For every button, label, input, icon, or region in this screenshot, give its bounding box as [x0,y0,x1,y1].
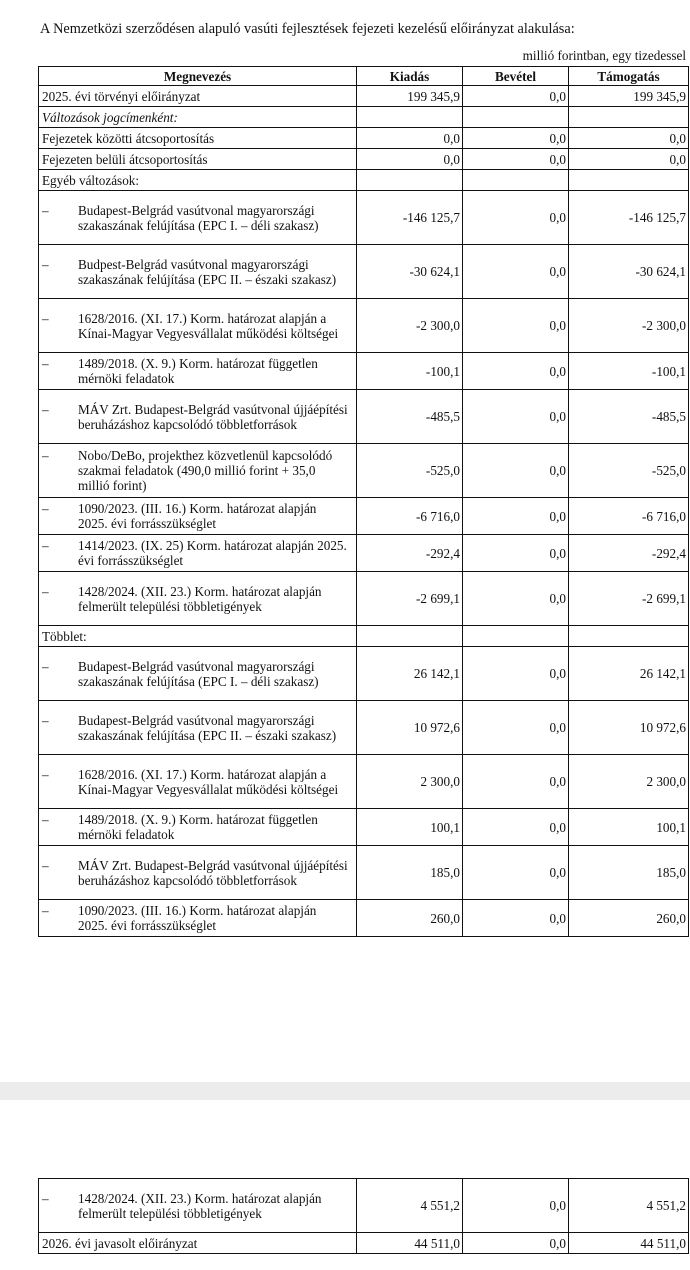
income-cell: 0,0 [463,755,569,809]
item-cell [39,353,357,390]
table-row [39,572,689,626]
section-heading-row [39,626,689,647]
income-cell: 0,0 [463,444,569,498]
table-row [39,647,689,701]
row-label: 2026. évi javasolt előirányzat [39,1233,357,1254]
row-label: Fejezeten belüli átcsoportosítás [39,149,357,170]
total-row [39,1233,689,1254]
item-label: 1090/2023. (III. 16.) Korm. határozat alapján 2025. évi forrásszükséglet [78,501,317,531]
expense-cell: -6 716,0 [357,498,463,535]
unit-note: millió forintban, egy tizedessel [522,48,686,63]
item-cell [39,245,357,299]
item-cell [39,1179,357,1233]
item-label: 1489/2018. (X. 9.) Korm. határozat független mérnöki feladatok [78,356,318,386]
table-row [39,900,689,937]
income-cell: 0,0 [463,390,569,444]
support-cell: 185,0 [569,846,689,900]
item-cell [39,444,357,498]
support-cell: -292,4 [569,535,689,572]
item-label: Budapest-Belgrád vasútvonal magyarországi szakaszának felújítása (EPC I. – déli szakasz) [78,202,319,233]
item-cell [39,390,357,444]
support-cell: 4 551,2 [569,1179,689,1233]
item-cell [39,498,357,535]
expense-cell: -30 624,1 [357,245,463,299]
header-support: Támogatás [569,67,689,86]
income-cell: 0,0 [463,701,569,755]
support-cell: -30 624,1 [569,245,689,299]
expense-cell: 185,0 [357,846,463,900]
item-cell [39,809,357,846]
document-title: A Nemzetközi szerződésen alapuló vasúti fejlesztések fejezeti kezelésű előirányzat alakulása: [40,21,575,37]
item-label: 1414/2023. (IX. 25) Korm. határozat alapján 2025. évi forrásszükséglet [78,538,347,568]
item-cell [39,755,357,809]
expense-cell: -146 125,7 [357,191,463,245]
expense-cell: 44 511,0 [357,1233,463,1254]
table-row [39,846,689,900]
item-label: Budpest-Belgrád vasútvonal magyarországi szakaszának felújítása (EPC II. – északi szakasz) [78,256,337,287]
item-label: 1628/2016. (XI. 17.) Korm. határozat alapján a Kínai-Magyar Vegyesvállalat működési költségei [78,310,339,341]
income-cell: 0,0 [463,1179,569,1233]
income-cell: 0,0 [463,86,569,107]
dash-marker: – [42,538,49,553]
expense-cell: -485,5 [357,390,463,444]
section-heading: Változások jogcímenként: [39,107,357,128]
expense-cell: 260,0 [357,900,463,937]
header-income: Bevétel [463,67,569,86]
expense-cell: 10 972,6 [357,701,463,755]
table-header-row [39,67,689,86]
expense-cell: -2 300,0 [357,299,463,353]
section-heading: Többlet: [39,626,357,647]
expense-cell: 100,1 [357,809,463,846]
item-label: 1428/2024. (XII. 23.) Korm. határozat alapján felmerült települési többletigények [78,583,322,614]
support-cell: -485,5 [569,390,689,444]
expense-cell: -525,0 [357,444,463,498]
dash-marker: – [42,356,49,371]
item-cell [39,299,357,353]
expense-cell: 26 142,1 [357,647,463,701]
item-cell [39,846,357,900]
base-row [39,86,689,107]
item-cell [39,535,357,572]
support-cell: 0,0 [569,149,689,170]
item-label: 1628/2016. (XI. 17.) Korm. határozat alapján a Kínai-Magyar Vegyesvállalat működési költségei [78,766,339,797]
support-cell: 26 142,1 [569,647,689,701]
appropriation-table [38,66,689,937]
item-label: Nobo/DeBo, projekthez közvetlenül kapcsolódó szakmai feladatok (490,0 millió forint + 35,0 millió forint) [78,448,333,493]
item-cell [39,701,357,755]
support-cell: 199 345,9 [569,86,689,107]
dash-marker: – [42,766,49,782]
item-cell [39,900,357,937]
expense-cell: -292,4 [357,535,463,572]
support-cell: 100,1 [569,809,689,846]
expense-cell: -2 699,1 [357,572,463,626]
income-cell: 0,0 [463,535,569,572]
table-row [39,535,689,572]
support-cell: -146 125,7 [569,191,689,245]
dash-marker: – [42,256,49,272]
page-break [0,1082,690,1100]
section-heading-row [39,170,689,191]
expense-cell: -100,1 [357,353,463,390]
support-cell: 10 972,6 [569,701,689,755]
dash-marker: – [42,448,49,463]
table-row [39,299,689,353]
income-cell: 0,0 [463,299,569,353]
header-name: Megnevezés [39,67,357,86]
item-label: Budapest-Belgrád vasútvonal magyarországi szakaszának felújítása (EPC I. – déli szakasz) [78,658,319,689]
item-cell [39,191,357,245]
table-row [39,191,689,245]
row-label: Fejezetek közötti átcsoportosítás [39,128,357,149]
expense-cell: 199 345,9 [357,86,463,107]
dash-marker: – [42,812,49,827]
table-row [39,809,689,846]
expense-cell: 0,0 [357,128,463,149]
income-cell: 0,0 [463,647,569,701]
table-row [39,498,689,535]
support-cell: -2 699,1 [569,572,689,626]
support-cell: -6 716,0 [569,498,689,535]
table-row [39,353,689,390]
support-cell: 2 300,0 [569,755,689,809]
section-heading-row [39,107,689,128]
dash-marker: – [42,903,49,918]
table-row [39,390,689,444]
transfer-within-row [39,149,689,170]
dash-marker: – [42,310,49,326]
income-cell: 0,0 [463,245,569,299]
support-cell: 0,0 [569,128,689,149]
transfer-between-row [39,128,689,149]
support-cell: -525,0 [569,444,689,498]
expense-cell: 4 551,2 [357,1179,463,1233]
appropriation-table-continued [38,1178,689,1254]
income-cell: 0,0 [463,191,569,245]
table-row [39,701,689,755]
section-heading: Egyéb változások: [39,170,357,191]
item-label: 1428/2024. (XII. 23.) Korm. határozat alapján felmerült települési többletigények [78,1190,322,1221]
support-cell: -100,1 [569,353,689,390]
item-label: 1090/2023. (III. 16.) Korm. határozat alapján 2025. évi forrásszükséglet [78,903,317,933]
table-row [39,444,689,498]
dash-marker: – [42,583,49,599]
income-cell: 0,0 [463,900,569,937]
income-cell: 0,0 [463,846,569,900]
dash-marker: – [42,712,49,728]
income-cell: 0,0 [463,128,569,149]
table-row [39,1179,689,1233]
header-expense: Kiadás [357,67,463,86]
expense-cell: 2 300,0 [357,755,463,809]
dash-marker: – [42,202,49,218]
income-cell: 0,0 [463,149,569,170]
expense-cell: 0,0 [357,149,463,170]
dash-marker: – [42,658,49,674]
dash-marker: – [42,1190,49,1206]
dash-marker: – [42,501,49,516]
item-label: MÁV Zrt. Budapest-Belgrád vasútvonal újjáépítési beruházáshoz kapcsolódó többletforrások [78,401,348,432]
table-row [39,755,689,809]
income-cell: 0,0 [463,1233,569,1254]
income-cell: 0,0 [463,498,569,535]
support-cell: 260,0 [569,900,689,937]
item-cell [39,647,357,701]
row-label: 2025. évi törvényi előirányzat [39,86,357,107]
dash-marker: – [42,401,49,417]
table-row [39,245,689,299]
support-cell: 44 511,0 [569,1233,689,1254]
income-cell: 0,0 [463,353,569,390]
item-cell [39,572,357,626]
item-label: MÁV Zrt. Budapest-Belgrád vasútvonal újjáépítési beruházáshoz kapcsolódó többletforrások [78,857,348,888]
item-label: 1489/2018. (X. 9.) Korm. határozat független mérnöki feladatok [78,812,318,842]
item-label: Budapest-Belgrád vasútvonal magyarországi szakaszának felújítása (EPC II. – északi szakasz) [78,712,337,743]
income-cell: 0,0 [463,572,569,626]
dash-marker: – [42,857,49,873]
support-cell: -2 300,0 [569,299,689,353]
income-cell: 0,0 [463,809,569,846]
